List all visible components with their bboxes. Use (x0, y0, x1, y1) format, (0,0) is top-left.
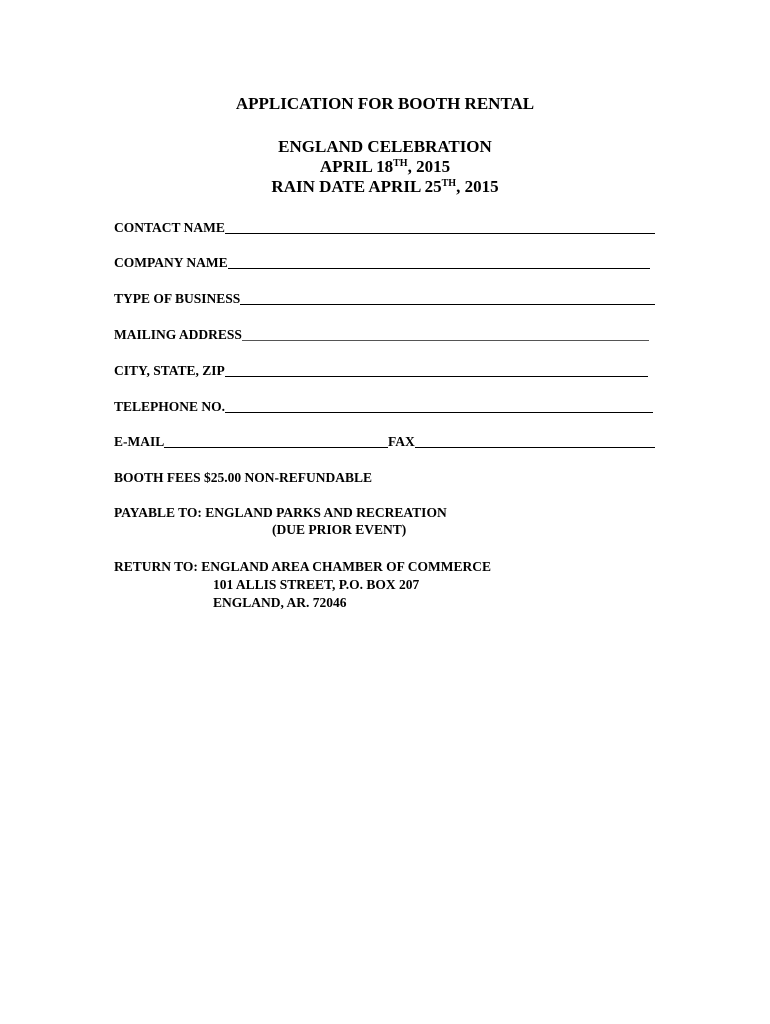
mailing-address-field[interactable] (114, 325, 649, 343)
email-line[interactable] (164, 434, 388, 448)
email-label: E-MAIL (114, 434, 165, 449)
fax-field[interactable] (388, 432, 655, 450)
rain-date (0, 177, 770, 197)
rain-date-prefix: RAIN DATE APRIL 25 (271, 177, 442, 196)
contact-name-label: CONTACT NAME (114, 220, 225, 235)
event-date-ordinal: TH (393, 158, 408, 169)
event-date-year: , 2015 (407, 157, 451, 176)
event-name: ENGLAND CELEBRATION (278, 137, 492, 156)
city-state-zip-line[interactable] (225, 363, 648, 377)
event-date (0, 157, 770, 177)
telephone-line[interactable] (225, 399, 653, 413)
company-name-field[interactable] (114, 253, 650, 271)
return-to-text: RETURN TO: ENGLAND AREA CHAMBER OF COMMERCE (114, 559, 492, 574)
due-prior-event-text: (DUE PRIOR EVENT) (272, 522, 407, 537)
mailing-address-line[interactable] (242, 327, 649, 341)
email-field[interactable] (114, 432, 388, 450)
contact-name-line[interactable] (225, 220, 655, 234)
form-title: APPLICATION FOR BOOTH RENTAL (235, 94, 535, 113)
booth-fees-text: BOOTH FEES $25.00 NON-REFUNDABLE (114, 470, 373, 485)
telephone-label: TELEPHONE NO. (114, 399, 226, 414)
rain-date-ordinal: TH (441, 178, 457, 189)
telephone-field[interactable] (114, 397, 653, 415)
type-of-business-field[interactable] (114, 289, 655, 307)
return-address-street: 101 ALLIS STREET, P.O. BOX 207 (213, 577, 420, 592)
fax-line[interactable] (415, 434, 655, 448)
city-state-zip-label: CITY, STATE, ZIP (114, 363, 225, 378)
company-name-label: COMPANY NAME (114, 255, 228, 270)
return-address-city: ENGLAND, AR. 72046 (213, 595, 347, 610)
fax-label: FAX (388, 434, 415, 449)
event-date-prefix: APRIL 18 (319, 157, 394, 176)
rain-date-year: , 2015 (456, 177, 499, 196)
type-of-business-label: TYPE OF BUSINESS (114, 291, 241, 306)
company-name-line[interactable] (228, 255, 650, 269)
city-state-zip-field[interactable] (114, 361, 648, 379)
type-of-business-line[interactable] (240, 291, 655, 305)
payable-to-text: PAYABLE TO: ENGLAND PARKS AND RECREATION (114, 505, 447, 520)
contact-name-field[interactable] (114, 218, 655, 236)
mailing-address-label: MAILING ADDRESS (114, 327, 242, 342)
